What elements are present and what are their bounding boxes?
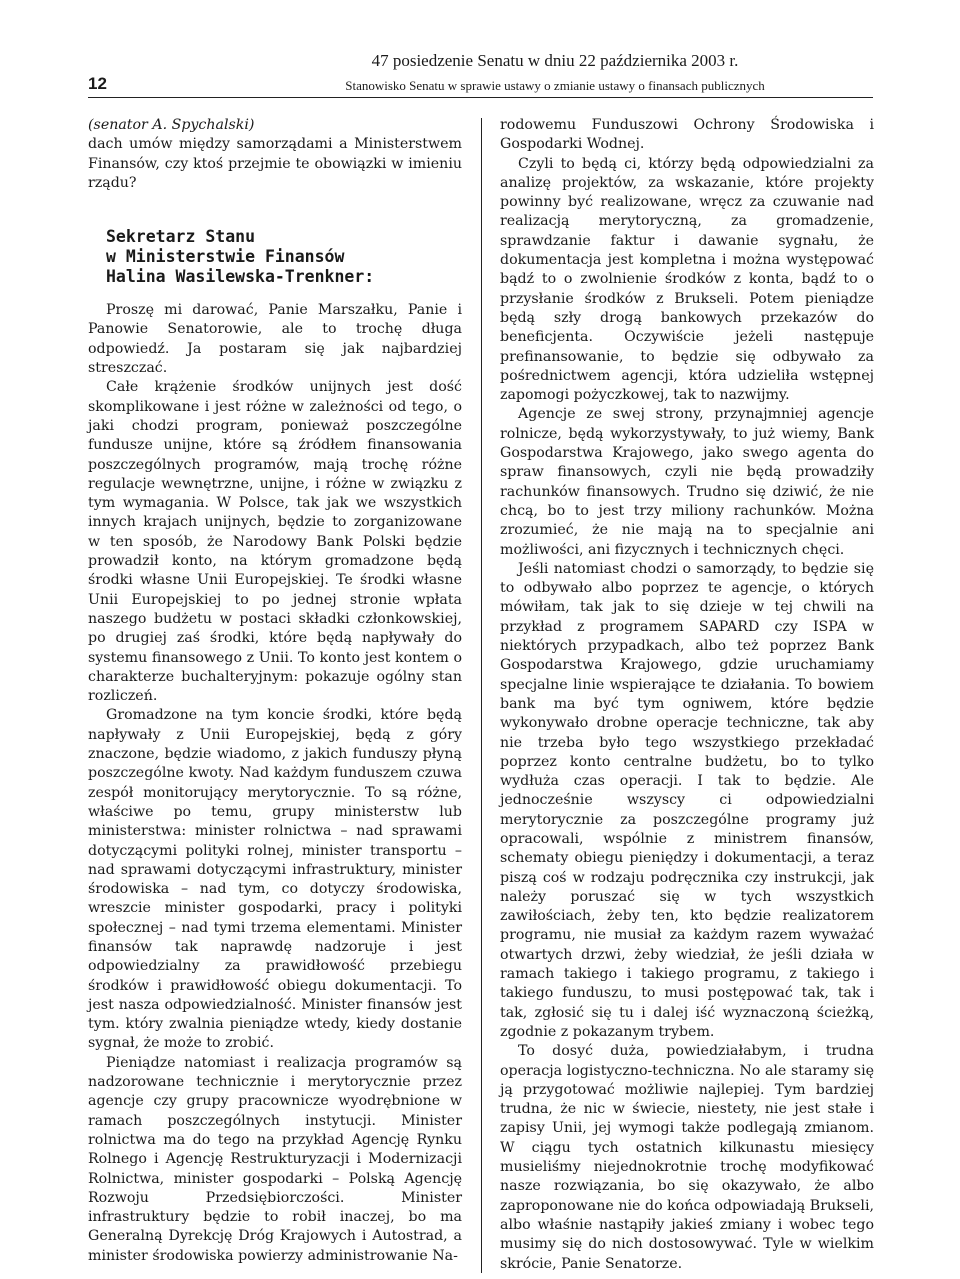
paragraph: Całe krążenie środków unijnych jest dość skomplikowane i jest różne w zależności od tego, o jaki chodzi program, ponieważ poszczególne fundusze unijne, które są źródłem finansowania poszczególnych programów, mają trochę różne regulacje wewnętrzne, unijne, i różne w związku z tym wymagania. W Polsce, tak jak we wszystkich innych krajach unijnych, będzie to zorganizowane w ten sposób, że Narodowy Bank Polski będzie prowadził konto, na którym gromadzone będą środki własne Unii Europejskiej. Te środki własne Unii Europejskiej to po jednej stronie wpłata naszego budżetu w postaci składki członkowskiej, po drugiej zaś środki, które będą napływały do systemu finansowego z Unii. To konto jest kontem o charakterze buchalteryjnym: pokazuje ogólny stan rozliczeń. — [88, 379, 462, 705]
speaker-tag: (senator A. Spychalski) — [88, 117, 255, 133]
paragraph: Pieniądze natomiast i realizacja programów są nadzorowane technicznie i merytorycznie przez agencje czy grupy pracownicze wyodrębnione w ramach poszczególnych instytucji. Minister rolnictwa ma do tego na przykład Agencję Rynku Rolnego i Agencję Restrukturyzacji i Modernizacji Rolnictwa, minister gospodarki – Polską Agencję Rozwoju Przedsiębiorczości. Minister infrastruktury będzie to robił inaczej, bo ma Generalną Dyrekcję Dróg Krajowych i Autostrad, a minister środowiska powierzy administrowanie Na- — [88, 1054, 462, 1264]
speaker-heading — [106, 227, 462, 287]
page-number: 12 — [88, 74, 107, 93]
paragraph: To dosyć duża, powiedziałabym, i trudna operacja logistyczno-techniczna. No ale staramy się ją przygotować możliwie najlepiej. Tym bardziej trudna, że nic w świecie, niestety, nie jest stałe i zapisy Unii, jej wymogi także podlegają zmianom. W ciągu tych ostatnich kilkunastu miesięcy musieliśmy niejednokrotnie trochę modyfikować nasze rozwiązania, bo się okazywało, że albo zaproponowane nie do końca odpowiadają Brukseli, albo właśnie nastąpiły jakieś zmiany i wobec tego musimy się do nich dostosowywać. Tyle w wielkim skrócie, Panie Senatorze. — [500, 1043, 874, 1272]
continued-paragraph: rodowemu Funduszowi Ochrony Środowiska i Gospodarki Wodnej. — [500, 117, 874, 153]
header-rule — [88, 97, 873, 98]
header-title: 47 posiedzenie Senatu w dniu 22 października 2003 r. — [371, 51, 739, 70]
paragraph: Agencje ze swej strony, przynajmniej agencje rolnicze, będą wykorzystywały, to już wiemy, Bank Gospodarstwa Krajowego, jako swego agenta do spraw finansowych, czyli nie będą prowadziły rachunków finansowych. Trudno się dziwić, że nie chcą, bo to jest trzy miliony rachunków. Można zrozumieć, że nie mają na to specjalnie ani możliwości, ani fizycznych i technicznych chęci. — [500, 406, 874, 558]
speaker-heading-line: Halina Wasilewska-Trenkner: — [106, 267, 375, 287]
speaker-heading-line: Sekretarz Stanu — [106, 227, 256, 247]
paragraph: Gromadzone na tym koncie środki, które będą napływały z Unii Europejskiej, będą z góry znaczone, będzie wiadomo, z jakich funduszy płyną poszczególne kwoty. Nad każdym funduszem czuwa zespół monitorujący merytorycznie. To są różne, właściwe po temu, grupy ministerstw lub ministerstwa: minister rolnictwa – nad sprawami dotyczącymi polityki rolnej, minister transportu – nad sprawami dotyczącymi infrastruktury, minister środowiska – nad tym, co dotyczy środowiska, wreszcie minister gospodarki, pracy i polityki społecznej – nad tymi trzema elementami. Minister finansów tak naprawdę nadzoruje i jest odpowiedzialny za prawidłowość przebiegu środków i prawidłowość obiegu dokumentacji. To jest nasza odpowiedzialność. Minister finansów jest tym. który zwalnia pieniądze wtedy, kiedy dostanie sygnał, że może to zrobić. — [88, 707, 462, 1052]
left-column — [88, 116, 462, 1266]
paragraph: Czyli to będą ci, którzy będą odpowiedzialni za analizę projektów, za wskazanie, które projekty powinny być realizowane, wręcz za czuwanie nad realizacją merytoryczną, za gromadzenie, sprawdzanie faktur i dawanie sygnału, że dokumentacja jest kompletna i można występować bądź to o zwolnienie środków z konta, bądź to o przysłanie środków z Brukseli. Potem pieniądze będą szły drogą bankowych przekazów do beneficjenta. Oczywiście jeżeli następuje prefinansowanie, to będzie się odbywało za pośrednictwem agencji, która udzieliła wstępnej zapomogi pożyczkowej, tak to nazwijmy. — [500, 155, 874, 404]
right-column — [500, 116, 874, 1274]
paragraph: Jeśli natomiast chodzi o samorządy, to będzie się to odbywało albo poprzez te agencje, o których mówiłam, tak jak to się dzieje w tej chwili na przykład z programem SAPARD czy ISPA w niektórych przypadkach, albo też poprzez Bank Gospodarstwa Krajowego, gdzie uruchamiamy specjalne linie wspierające te działania. To bowiem bank ma być tym ogniwem, które będzie wykonywało drobne operacje techniczne, tak aby nie trzeba było tego wszystkiego przekładać poprzez konto centralne budżetu, bo to tylko wydłuża czas operacji. I tak to będzie. Ale jednocześnie wszyscy ci odpowiedzialni merytorycznie za poszczególne programy już opracowali, wspólnie z ministrem finansów, schematy obiegu pieniędzy i dokumentacji, a teraz piszą coś w rodzaju podręcznika czy instrukcji, jak należy poruszać się w tych wszystkich zawiłościach, żeby ten, kto będzie realizatorem programu, nie musiał za każdym razem wyważać otwartych drzwi, żeby wiedział, że jeśli działa w ramach takiego i takiego programu, z takiego i takiego funduszu, to musi postępować tak, tak i tak, zgłosić się tu i dalej iść wyznaczoną ścieżką, zgodnie z pokazanym trybem. — [500, 560, 874, 1040]
header-subtitle: Stanowisko Senatu w sprawie ustawy o zmianie ustawy o finansach publicznych — [345, 78, 765, 93]
paragraph: Proszę mi darować, Panie Marszałku, Panie i Panowie Senatorowie, ale to trochę długa odpowiedź. Ja postaram się jak najbardziej streszczać. — [88, 302, 462, 377]
speaker-heading-line: w Ministerstwie Finansów — [106, 247, 345, 267]
intro-paragraph: dach umów między samorządami a Ministerstwem Finansów, czy ktoś przejmie te obowiązki w imieniu rządu? — [88, 136, 462, 191]
column-divider — [481, 118, 482, 1273]
